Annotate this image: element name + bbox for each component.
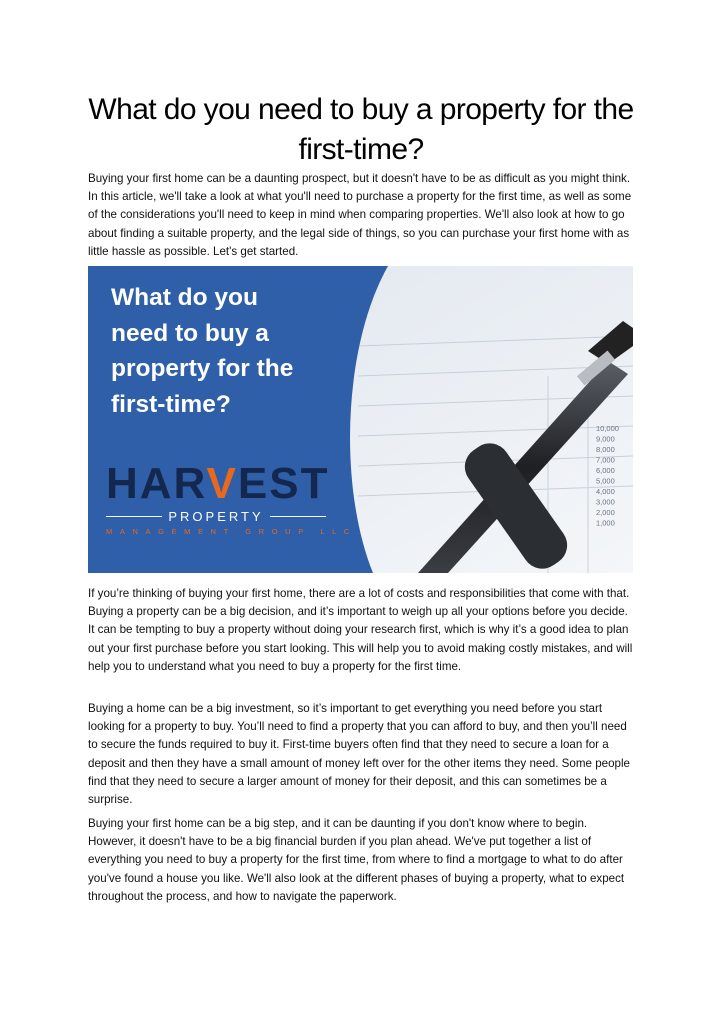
brand-wordmark: HARVEST [106, 459, 330, 508]
brand-tagline: MANAGEMENT GROUP LLC [106, 527, 357, 536]
body-paragraph: Buying a home can be a big investment, so it’s important to get everything you need before you start looking for a property to buy. You’ll need to find a property that you can afford to buy, and then you’ll need to secure the funds required to buy it. First-time buyers often find that they need to secure a loan for a deposit and then they have a small amount of money left over for the other items they need. Some people find that they need to secure a larger amount of money for their deposit, and this can sometimes be a surprise. [88, 702, 631, 807]
brand-subtitle: PROPERTY [106, 509, 326, 524]
sheet-number: 3,000 [596, 497, 615, 507]
sheet-number: 7,000 [596, 455, 615, 465]
sheet-number: 6,000 [596, 466, 615, 475]
body-paragraph: If you’re thinking of buying your first home, there are a lot of costs and responsibilities that come with that. Buying a property can be a big decision, and it’s important to weigh up all your options before you decide. It can be tempting to buy a property without doing your research first, which is why it’s a good idea to plan out your first purchase before you start looking. This will help you to avoid making costly mistakes, and will help you to understand what you need to buy a property for the first time. [88, 587, 633, 673]
document-title: What do you need to buy a property for the first-time? [88, 93, 634, 166]
sheet-number: 5,000 [596, 476, 615, 486]
intro-paragraph: Buying your first home can be a daunting prospect, but it doesn't have to be as difficult as you might think. In this article, we'll take a look at what you'll need to purchase a property for the first time, as well as some of the considerations you'll need to keep in mind when comparing properties. We'll also look at how to go about finding a suitable property, and the legal side of things, so you can purchase your first home with as little hassle as possible. Let's get started. [88, 172, 632, 258]
hero-image [88, 266, 633, 573]
brand-logo [106, 459, 357, 536]
sheet-number: 2,000 [596, 508, 615, 517]
sheet-number: 9,000 [596, 434, 615, 444]
body-paragraph: Buying your first home can be a big step, and it can be daunting if you don't know where to begin. However, it doesn't have to be a big financial burden if you plan ahead. We've put together a list of everything you need to buy a property for the first time, from where to find a mortgage to what to do after you've found a house you like. We'll also look at the different phases of buying a property, what to expect throughout the process, and how to navigate the paperwork. [88, 817, 625, 903]
sheet-number: 10,000 [596, 424, 619, 433]
sheet-number: 8,000 [596, 445, 615, 454]
sheet-number: 4,000 [596, 487, 615, 496]
sheet-number: 1,000 [596, 518, 615, 528]
hero-headline: What do you need to buy a property for the first-time? [111, 284, 294, 418]
